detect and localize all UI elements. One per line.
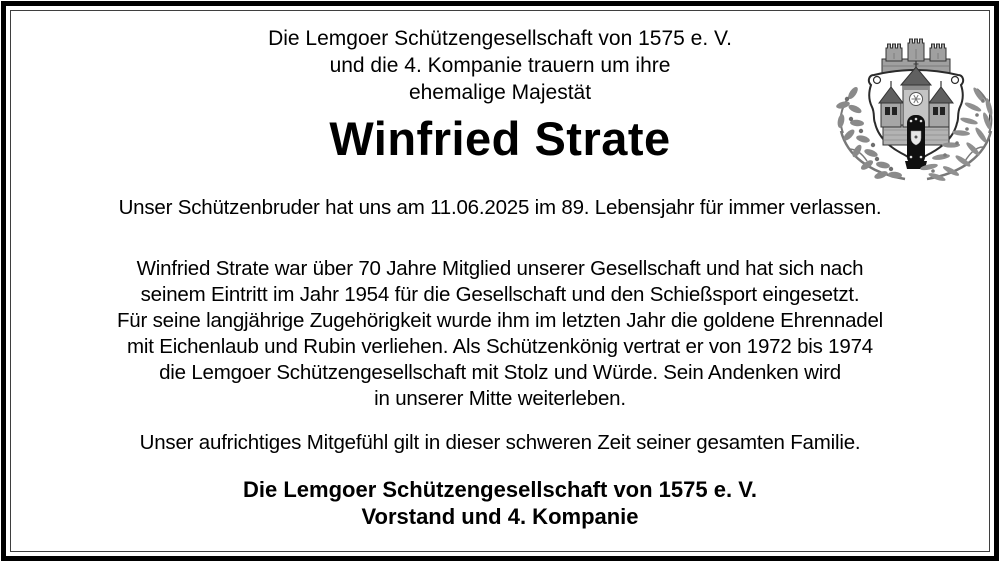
obituary-line: seinem Eintritt im Jahr 1954 für die Gesellschaft und den Schießsport eingesetzt.: [140, 283, 860, 306]
obituary-line: Winfried Strate war über 70 Jahre Mitglied unserer Gesellschaft und hat sich nach: [136, 257, 864, 280]
header-line: ehemalige Majestät: [408, 81, 592, 104]
condolence-line: Unser aufrichtiges Mitgefühl gilt in dieser schweren Zeit seiner gesamten Familie.: [139, 431, 861, 454]
obituary-line: mit Eichenlaub und Rubin verliehen. Als Schützenkönig vertrat er von 1972 bis 1974: [127, 335, 873, 358]
signature-line: Die Lemgoer Schützengesellschaft von 1575 e. V.: [243, 477, 757, 502]
signature-line: Vorstand und 4. Kompanie: [361, 504, 639, 529]
obituary-line: die Lemgoer Schützengesellschaft mit Stolz und Würde. Sein Andenken wird: [159, 361, 841, 384]
castle-shield-icon: [869, 61, 963, 169]
header-line: und die 4. Kompanie trauern um ihre: [329, 54, 671, 77]
outer-frame-rule: [1, 1, 999, 561]
signature-block: [11, 476, 989, 530]
inner-frame-rule: [10, 10, 990, 552]
header-line: Die Lemgoer Schützengesellschaft von 1575 e. V.: [268, 27, 732, 50]
obituary-body: [11, 256, 989, 412]
obituary-line: in unserer Mitte weiterleben.: [374, 387, 626, 410]
lemgo-coat-of-arms: [833, 31, 999, 183]
obituary-line: Für seine langjährige Zugehörigkeit wurde ihm im letzten Jahr die goldene Ehrennadel: [116, 309, 884, 332]
death-announcement-line: Unser Schützenbruder hat uns am 11.06.2025 im 89. Lebensjahr für immer verlassen.: [118, 196, 882, 219]
deceased-name: Winfried Strate: [329, 112, 671, 165]
